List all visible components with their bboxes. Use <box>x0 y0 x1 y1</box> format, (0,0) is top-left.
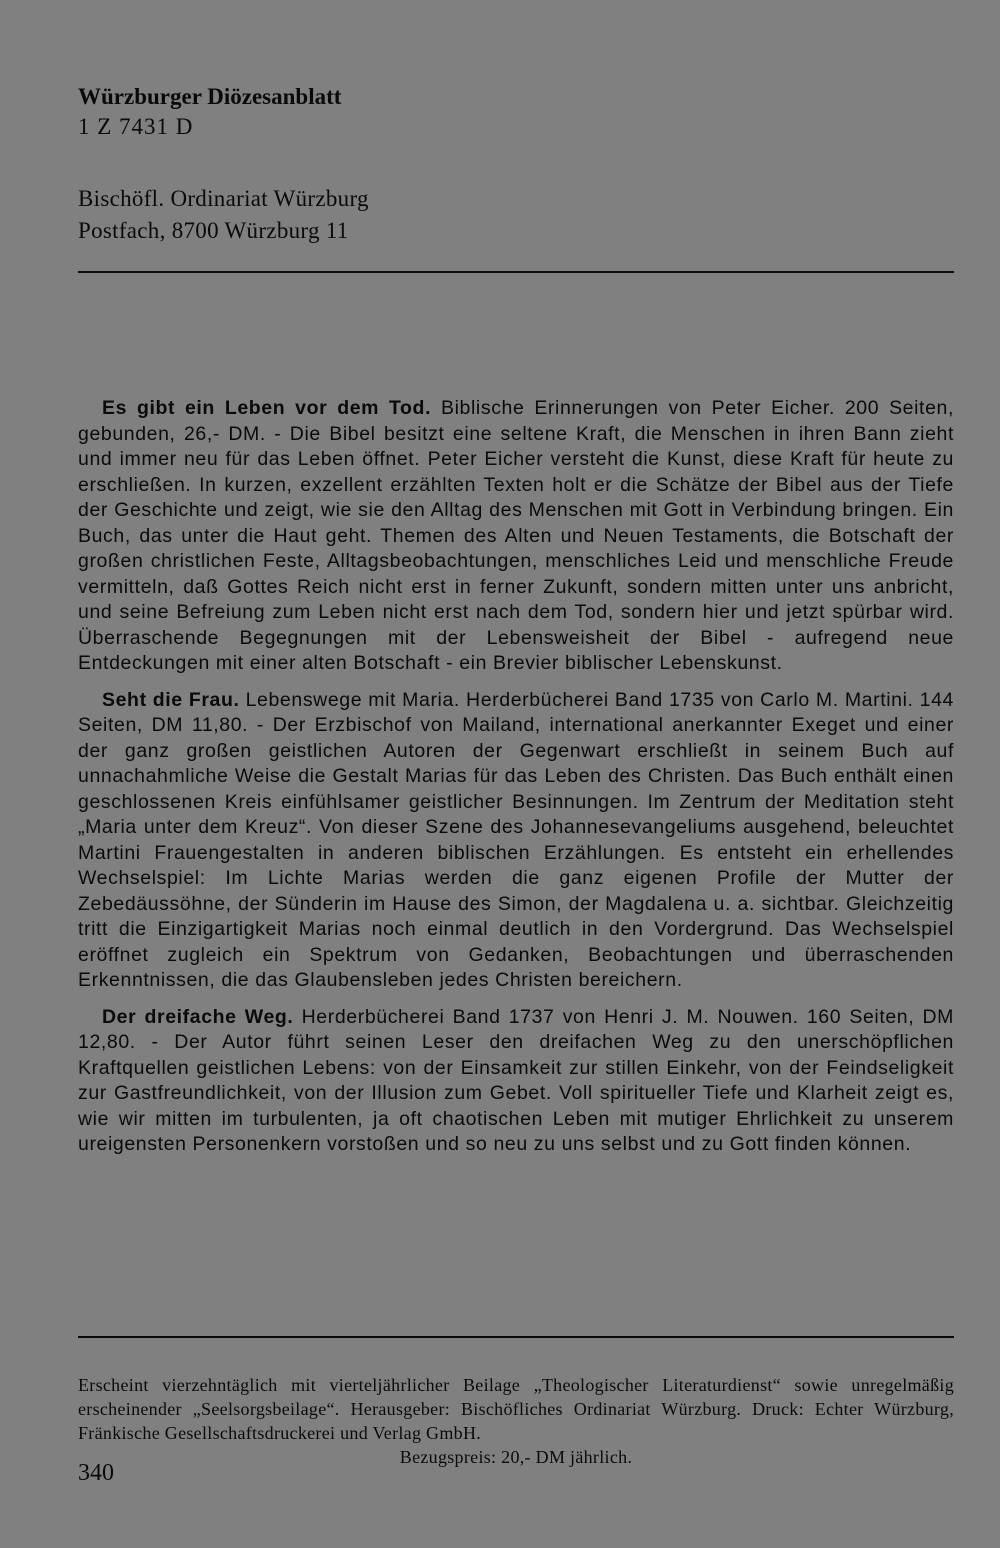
review-item <box>78 688 954 994</box>
review-item <box>78 396 954 677</box>
colophon <box>78 1373 954 1469</box>
masthead <box>78 82 341 142</box>
review-text: Herderbücherei Band 1737 von Henri J. M. Nouwen. 160 Seiten, DM 12,80. - Der Autor führt seinen Leser den dreifachen Weg zu den unerschöpflichen Kraftquellen geistlichen Lebens: von der Einsamkeit zur stillen Einkehr, von der Feindseligkeit zur Gastfreundlichkeit, von der Illusion zum Gebet. Voll spiritueller Tiefe und Klarheit zeigt es, wie wir mitten im turbulenten, ja oft chaotischen Leben mit mutiger Ehrlichkeit zu unserem ureigensten Personenkern vorstoßen und so neu zu uns selbst und zu Gott finden können. <box>78 1005 954 1155</box>
review-item <box>78 1005 954 1158</box>
review-title: Der dreifache Weg. <box>102 1005 294 1028</box>
book-reviews <box>78 396 954 1169</box>
review-text: Biblische Erinnerungen von Peter Eicher. 200 Seiten, gebunden, 26,- DM. - Die Bibel besitzt eine seltene Kraft, die Menschen in ihren Bann zieht und immer neu für das Leben öffnet. Peter Eicher versteht die Kunst, diese Kraft für heute zu erschließen. In kurzen, exzellent erzählten Texten holt er die Schätze der Bibel aus der Tiefe der Geschichte und zeigt, wie sie den Alltag des Menschen mit Gott in Verbindung bringen. Ein Buch, das unter die Haut geht. Themen des Alten und Neuen Testaments, die Botschaft der großen christlichen Feste, Alltagsbeobachtungen, menschliches Leid und menschliche Freude vermitteln, daß Gottes Reich nicht erst in ferner Zukunft, sondern mitten unter uns anbricht, und seine Befreiung zum Leben nicht erst nach dem Tod, sondern hier und jetzt spürbar wird. Überraschende Begegnungen mit der Lebensweisheit der Bibel - aufregend neue Entdeckungen mit einer alten Botschaft - ein Brevier biblischer Lebenskunst. <box>78 397 954 674</box>
address-line-2: Postfach, 8700 Würzburg 11 <box>78 218 349 243</box>
top-divider <box>78 271 954 273</box>
publisher-address <box>78 183 369 247</box>
address-line-1: Bischöfl. Ordinariat Würzburg <box>78 186 369 211</box>
review-title: Seht die Frau. <box>102 688 240 711</box>
review-text: Lebenswege mit Maria. Herderbücherei Band 1735 von Carlo M. Martini. 144 Seiten, DM 11,80. - Der Erzbischof von Mailand, international anerkannter Exeget und einer der ganz großen geistlichen Autoren der Gegenwart erschließt in seinem Buch auf unnachahmliche Weise die Gestalt Marias für das Leben des Christen. Das Buch enthält einen geschlossenen Kreis einfühlsamer geistlicher Besinnungen. Im Zentrum der Meditation steht „Maria unter dem Kreuz“. Von dieser Szene des Johannesevangeliums ausgehend, beleuchtet Martini Frauengestalten in anderen biblischen Erzählungen. Es entsteht ein erhellendes Wechselspiel: Im Lichte Marias werden die ganz eigenen Profile der Mutter der Zebedäussöhne, der Sünderin im Hause des Simon, der Magdalena u. a. sichtbar. Gleichzeitig tritt die Einzigartigkeit Marias noch einmal deutlich in den Vordergrund. Das Wechselspiel eröffnet zugleich ein Spektrum von Gedanken, Beobachtungen und überraschenden Erkenntnissen, die das Glaubensleben jedes Christen bereichern. <box>78 688 954 991</box>
bottom-divider <box>78 1336 954 1338</box>
review-title: Es gibt ein Leben vor dem Tod. <box>102 397 432 419</box>
publication-code: 1 Z 7431 D <box>78 114 194 139</box>
subscription-price: Bezugspreis: 20,- DM jährlich. <box>399 1447 633 1467</box>
page-number: 340 <box>78 1460 114 1486</box>
publication-title: Würzburger Diözesanblatt <box>78 84 342 109</box>
colophon-text: Erscheint vierzehntäglich mit vierteljährlicher Beilage „Theologischer Literaturdienst“ sowie unregelmäßig erscheinender „Seelsorgsbeilage“. Herausgeber: Bischöfliches Ordinariat Würzburg. Druck: Echter Würzburg, Fränkische Gesellschaftsdruckerei und Verlag GmbH. <box>78 1375 954 1443</box>
